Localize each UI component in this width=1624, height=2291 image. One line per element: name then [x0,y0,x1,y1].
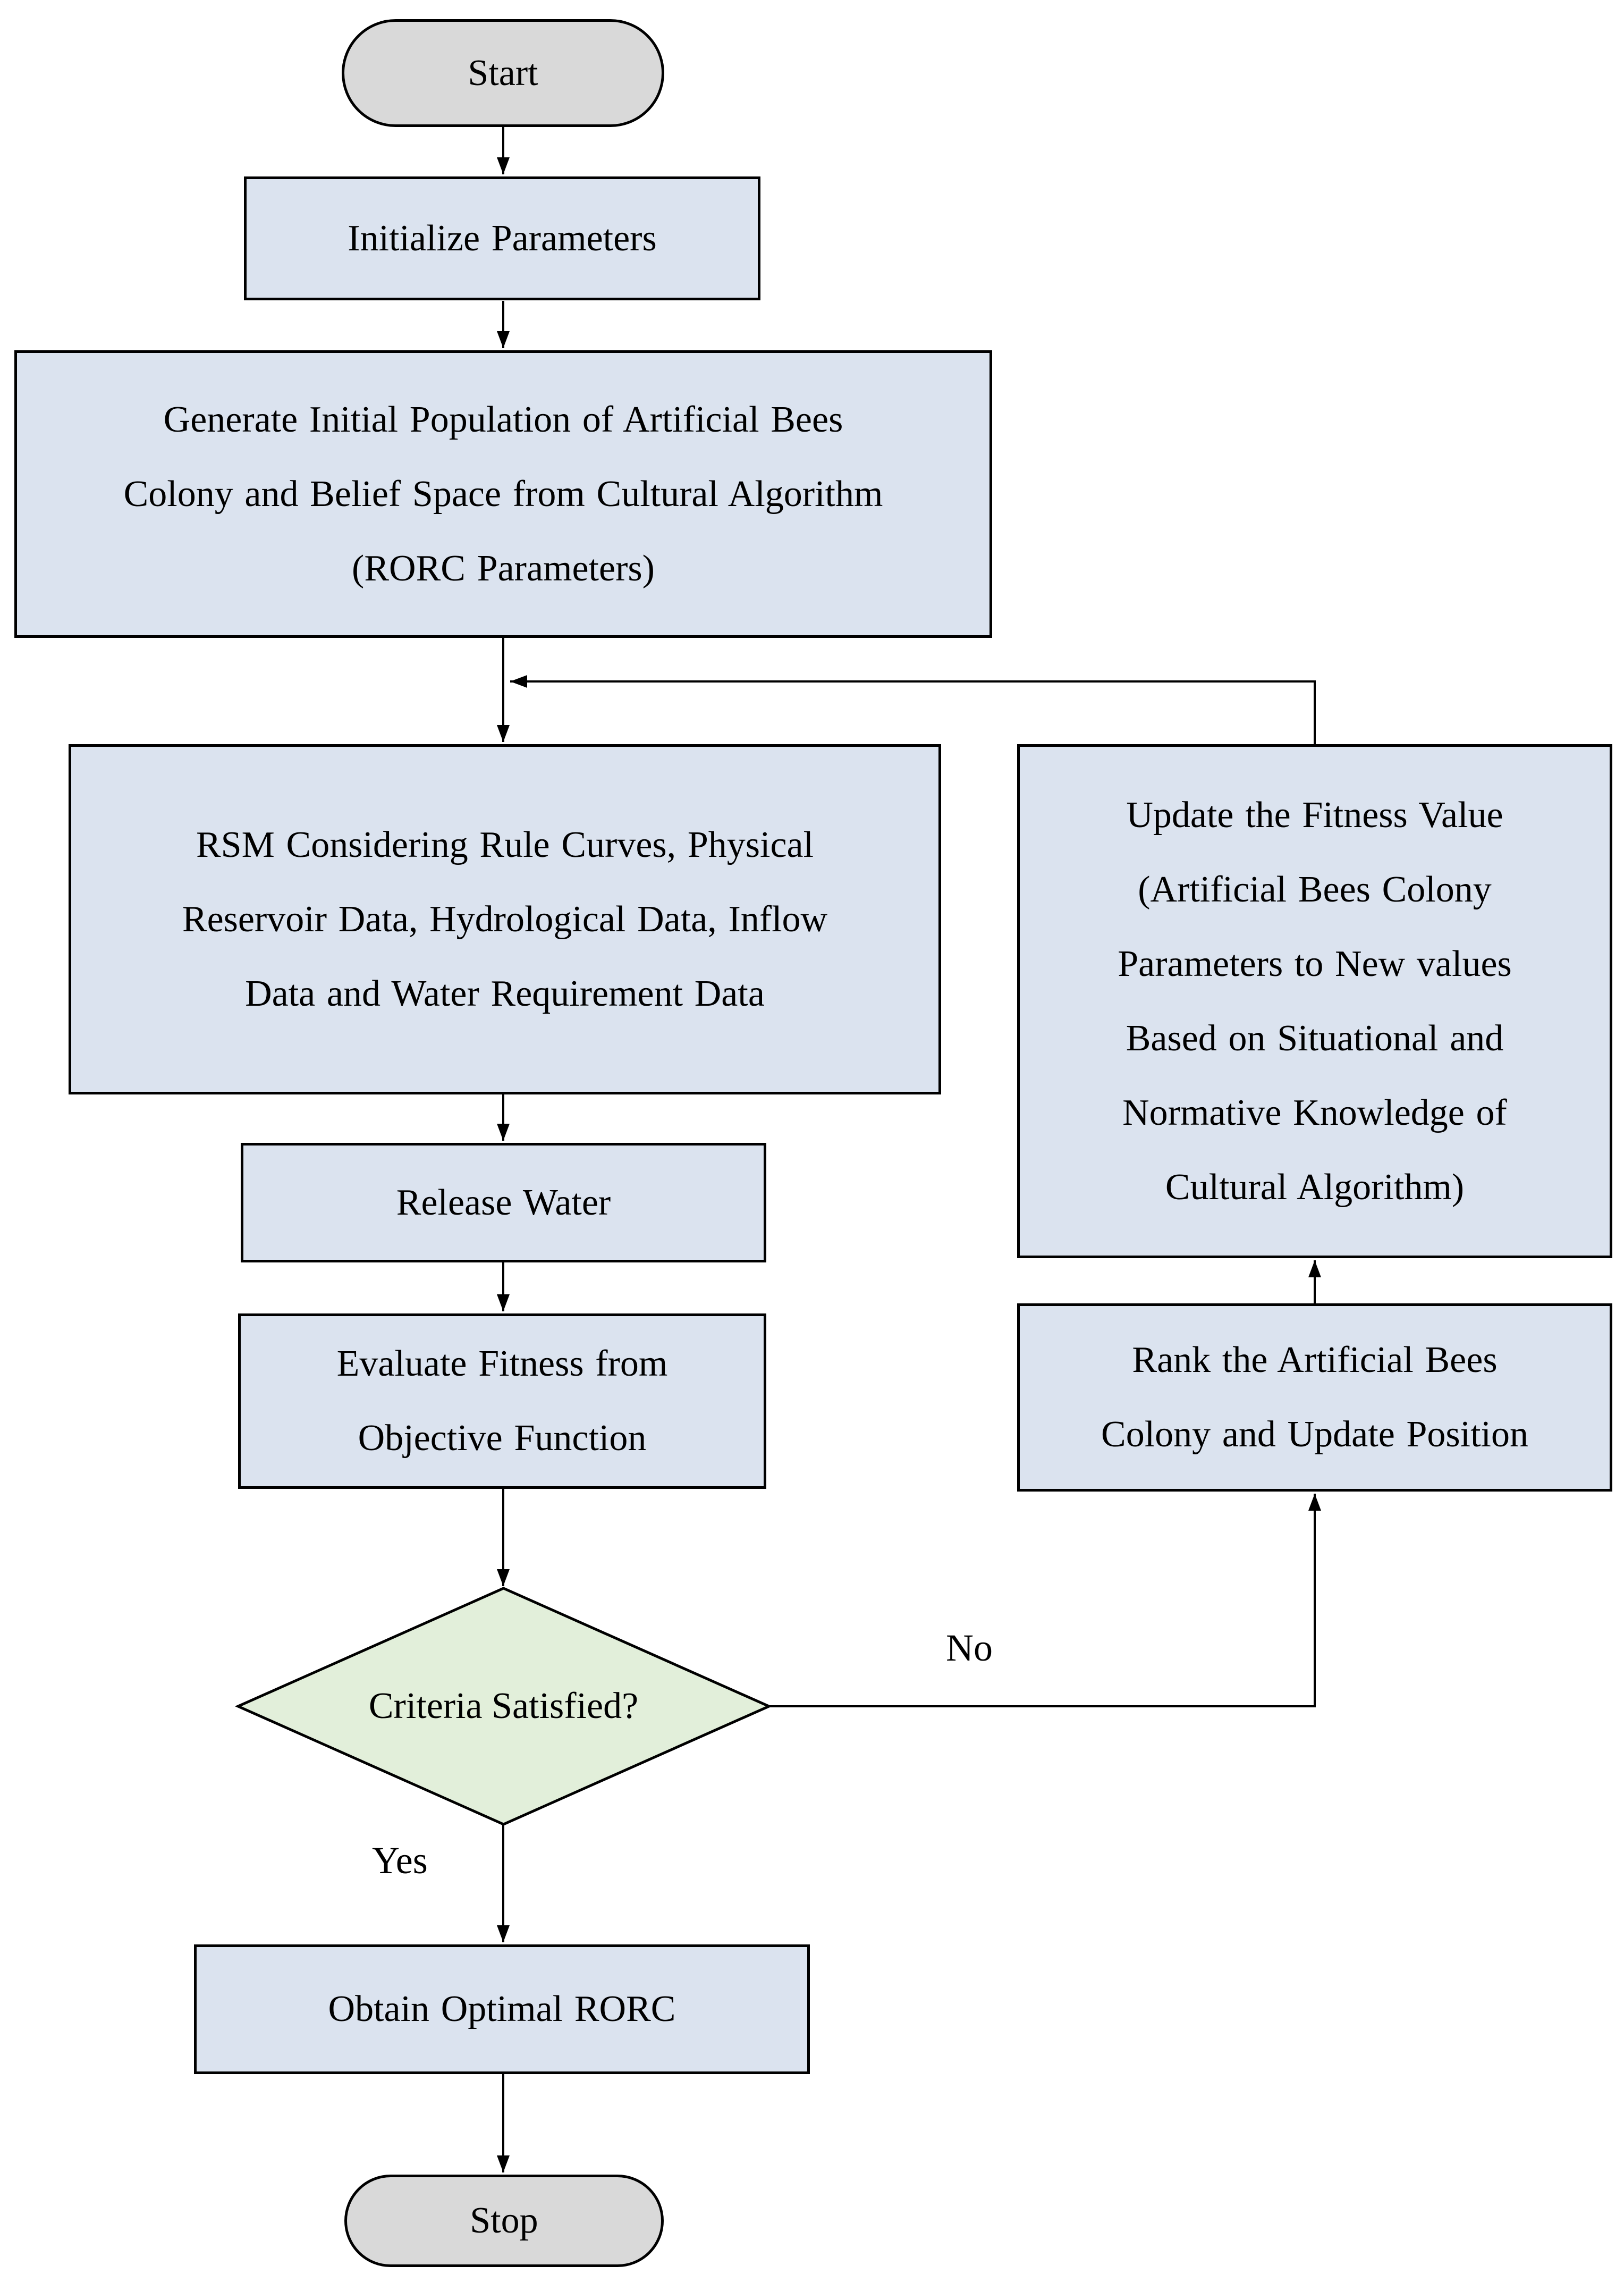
node-line: Parameters to New values [1118,943,1512,984]
node-line: Rank the Artificial Bees [1132,1340,1498,1380]
yes-edge-label: Yes [372,1839,428,1882]
start-node [342,19,664,127]
node-line: Based on Situational and [1126,1017,1504,1059]
edge-decision-no-rank [769,1494,1315,1706]
evaluate-fitness-node [238,1313,766,1489]
edge-update-loopback [510,681,1315,744]
generate-population-node [14,350,992,638]
criteria-satisfied-label: Criteria Satisfied? [368,1686,639,1726]
node-line: Generate Initial Population of Artificial Bees [163,399,843,440]
stop-label: Stop [470,2200,538,2241]
node-line: Colony and Update Position [1101,1414,1528,1455]
stop-node [344,2175,664,2267]
node-line: Data and Water Requirement Data [245,973,765,1014]
evaluate-fitness-text [337,1327,668,1476]
update-fitness-text [1118,778,1512,1225]
node-line: Update the Fitness Value [1126,794,1503,836]
obtain-optimal-rorc-node [194,1944,810,2074]
initialize-parameters-label: Initialize Parameters [348,217,657,259]
rank-bees-node [1017,1303,1612,1492]
obtain-optimal-rorc-label: Obtain Optimal RORC [328,1989,676,2029]
update-fitness-node [1017,744,1612,1258]
release-water-label: Release Water [396,1182,611,1223]
no-edge-label: No [946,1627,993,1669]
node-line: Reservoir Data, Hydrological Data, Inflow [182,898,828,940]
rsm-text [182,808,827,1031]
node-line: (RORC Parameters) [352,548,655,589]
start-label: Start [468,52,538,94]
initialize-parameters-node [244,176,760,300]
rank-bees-text [1101,1323,1528,1472]
node-line: Objective Function [358,1418,647,1459]
node-line: (Artificial Bees Colony [1138,869,1492,910]
node-line: Colony and Belief Space from Cultural Algorithm [123,473,883,515]
node-line: RSM Considering Rule Curves, Physical [196,824,814,865]
criteria-satisfied-node [238,1588,769,1824]
node-line: Cultural Algorithm) [1165,1166,1465,1208]
node-line: Normative Knowledge of [1122,1092,1507,1133]
release-water-node [241,1143,766,1262]
generate-population-text [124,383,883,606]
rsm-node [69,744,941,1094]
node-line: Evaluate Fitness from [336,1343,668,1384]
